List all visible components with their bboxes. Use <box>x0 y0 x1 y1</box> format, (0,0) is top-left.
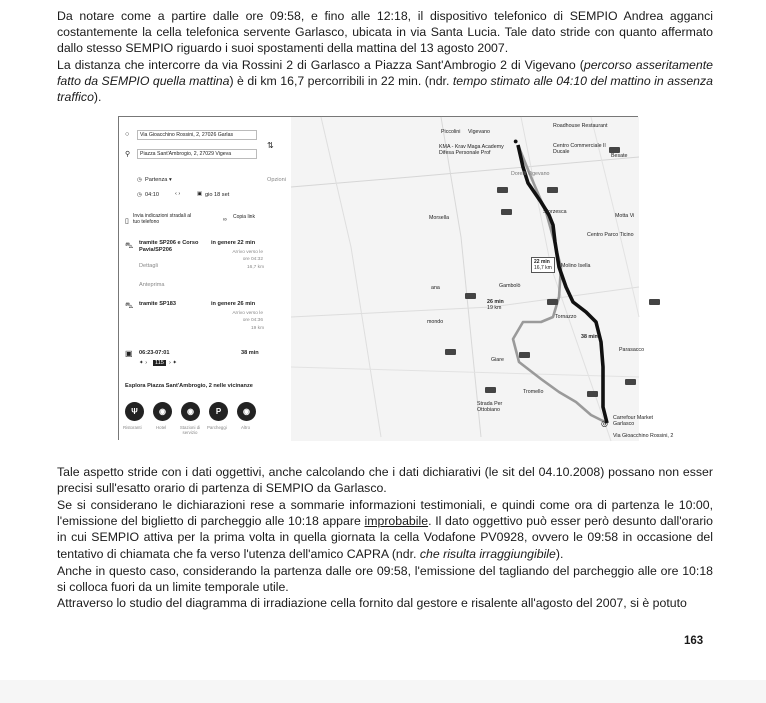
car-icon: ⛍ <box>125 241 134 250</box>
paragraph-5: Anche in questo caso, considerando la partenza dalle ore 09:58, l'emissione del tagliando del parcheggio alle ore 10:18 si colloca fuori da un limite temporale utile. <box>57 564 713 595</box>
road-shield <box>465 293 476 299</box>
route2-arrival: Arrivo verso le ore 04:36 <box>232 311 263 323</box>
arrows-icon: ‹ › <box>175 191 181 197</box>
swap-icon: ⇅ <box>267 141 274 150</box>
para2-text-e: ). <box>93 90 102 105</box>
phone-icon: ▯ <box>125 218 129 225</box>
road-shield <box>497 187 508 193</box>
nearby-label-2: Stazioni di servizio <box>179 425 201 435</box>
paragraph-3: Tale aspetto stride con i dati oggettivi, anche calcolando che i dati dichiarativi (le sit del 04.10.2008) possano non esser precisi sull'esatto orario di partenza di SEMPIO da Garlasco. <box>57 465 713 496</box>
explore-nearby: Esplora Piazza Sant'Ambrogio, 2 nelle vicinanze <box>125 383 253 389</box>
nearby-label-3: Parcheggi <box>207 425 227 430</box>
para2-italic-d: tempo stimato alle 04:10 del mattino in assenza traffico <box>57 74 714 105</box>
destination-pin-icon-map: ● <box>513 136 519 146</box>
fork-knife-icon: Ψ <box>125 402 144 421</box>
map-label-motta: Motta Vi <box>615 213 635 219</box>
route2-distance: 19 km <box>251 326 265 331</box>
road-shield <box>519 352 530 358</box>
origin-field: Via Gioacchino Rossini, 2, 27026 Garlas <box>137 130 257 140</box>
route1-time: in genere 22 min <box>211 240 256 246</box>
departure-select: Partenza ▾ <box>145 177 172 183</box>
map-label-centro-commerciale: Centro Commerciale Il Ducale <box>553 143 606 155</box>
para2-italic-b: percorso asseritamente fatto da SEMPIO quella mattina <box>57 58 713 89</box>
road-shield <box>587 391 598 397</box>
paragraph-2 <box>57 57 713 106</box>
bed-icon: ◉ <box>153 402 172 421</box>
map-label-sforzesca: Sforzesca <box>543 209 567 215</box>
time-field: 04:10 <box>145 192 159 198</box>
walk-icon-2: › ✦ <box>169 360 178 366</box>
origin-circle-icon: ○ <box>125 131 130 138</box>
map-label-parasacco: Parasacco <box>619 347 645 353</box>
paragraph-4 <box>57 497 713 562</box>
map-label-piccolini: Piccolini <box>441 129 461 135</box>
map-label-kma: KMA - Krav Maga Academy Difesa Personale Prof <box>439 144 504 156</box>
map-label-parco-ticino: Centro Parco Ticino <box>587 232 634 238</box>
road-shield <box>445 349 456 355</box>
map-label-rossini: Via Gioacchino Rossini, 2 <box>613 433 674 439</box>
date-field: gio 18 set <box>205 192 230 198</box>
calendar-icon: ▣ <box>197 191 203 197</box>
route1-distance: 16,7 km <box>247 265 265 270</box>
destination-pin-icon: ⚲ <box>125 151 131 158</box>
map-label-strada-ottobiano: Strada Per Ottobiano <box>477 401 503 413</box>
road-shield <box>501 209 512 215</box>
car-icon-2: ⛍ <box>125 301 134 310</box>
road-shield <box>547 187 558 193</box>
map-label-tornazzo: Tornazzo <box>555 314 577 320</box>
para2-text-a: La distanza che intercorre da via Rossini 2 di Garlasco a Piazza Sant'Ambrogio 2 di Vigevano ( <box>57 58 584 72</box>
route1-badge <box>531 257 555 273</box>
route3-duration: 38 min <box>241 350 259 356</box>
link-icon: ∞ <box>223 217 227 223</box>
map-label-carrefour: Carrefour Market Garlasco <box>613 415 654 427</box>
map-label-molino: Molino Isella <box>561 263 591 269</box>
paragraph-1: Da notare come a partire dalle ore 09:58, e fino alle 12:18, il dispositivo telefonico di SEMPIO Andrea agganci costantemente la cella telefonica servente Garlasco, ubicata in via Santa Lucia. Tale dato stride con quanto affermato dallo stesso SEMPIO riguardo i suoi spostamenti della mattina del 13 agosto 2007. <box>57 9 713 56</box>
para4-underline-b: improbabile <box>364 514 429 529</box>
fuel-icon: ◉ <box>181 402 200 421</box>
map-label-gambolo: Gambolò <box>499 283 521 289</box>
map-label-dorelli: Dorelli Vigevano <box>511 171 550 177</box>
para4-italic-d: che risulta irraggiungibile <box>419 546 556 561</box>
route3-time: 06:23-07:01 <box>139 350 170 356</box>
page-footer-band <box>0 680 766 703</box>
details-link: Dettagli <box>139 263 158 269</box>
send-to-phone: Invia indicazioni stradali al tuo telefono <box>133 213 192 225</box>
page-number: 163 <box>684 635 704 647</box>
nearby-label-4: Altro <box>241 425 251 430</box>
bus-line-code: 115 <box>155 360 164 366</box>
preview-link: Anteprima <box>139 282 165 288</box>
route2-time: in genere 26 min <box>211 301 256 307</box>
nearby-label-0: Ristoranti <box>123 425 142 430</box>
route2-name: tramite SP183 <box>139 301 177 307</box>
map-label-tromello: Tromello <box>523 389 544 395</box>
route1-arrival: Arrivo verso le ore 04:32 <box>232 250 263 262</box>
road-shield <box>547 299 558 305</box>
more-icon: ◉ <box>237 402 256 421</box>
nearby-label-1: Hotel <box>156 425 167 430</box>
road-shield <box>649 299 660 305</box>
route1-badge-km: 16,7 km <box>534 265 552 271</box>
walk-icon: ✦ › <box>139 360 148 366</box>
directions-panel <box>119 117 291 441</box>
parking-icon: P <box>209 402 228 421</box>
para4-text-e: ). <box>555 546 564 561</box>
transit-icon: ▣ <box>125 349 133 358</box>
map-label-morsella: Morsella <box>429 215 450 221</box>
map-label-besate: Besate <box>611 153 628 159</box>
para2-text-c: ) è di km 16,7 percorribili in 22 min. (ndr. <box>229 74 453 89</box>
map-label-vigevano: Vigevano <box>468 129 490 135</box>
road-shield <box>625 379 636 385</box>
road-shield <box>485 387 496 393</box>
para4-text-c: . Il dato oggettivo può esser però desunto dall'orario in cui SEMPIO attiva per la prima volta in quella giornata la cella Vodafone PV0928, ovvero le 09:58 in occasione del tentativo di chiamata che fa verso l'utenza dell'amico CAPRA (ndr. <box>57 514 713 561</box>
route2-badge-km: 19 km <box>487 305 502 311</box>
destination-field: Piazza Sant'Ambrogio, 2, 27029 Vigeva <box>137 149 257 159</box>
route2-badge-time: 26 min <box>487 299 504 305</box>
clock-icon: ◷ <box>137 177 142 183</box>
route3-badge: 38 min <box>581 334 598 340</box>
paragraph-6: Attraverso lo studio del diagramma di irradiazione cella fornito dal gestore e risalente all'agosto del 2007, si è potuto <box>57 596 687 610</box>
map-label-roadhouse: Roadhouse Restaurant <box>553 123 608 129</box>
road-shield <box>609 147 620 153</box>
map-label-mondo: mondo <box>427 319 444 325</box>
copy-link: Copia link <box>233 214 255 220</box>
map-label-ana: ana <box>431 285 440 291</box>
route2-badge <box>487 299 504 311</box>
options-link: Opzioni <box>267 177 286 183</box>
map-screenshot <box>118 116 674 440</box>
para4-text-a: Se si considerano le dichiarazioni rese a sommarie informazioni testimoniali, e quindi come ora di partenza le 10:00, l'emissione del biglietto di parcheggio alle 10:18 appare <box>57 498 713 529</box>
map-canvas <box>291 117 674 441</box>
clock-small-icon: ◷ <box>137 192 142 198</box>
route1-name: tramite SP206 e Corso Pavia/SP206 <box>139 240 199 253</box>
origin-marker-icon: ◎ <box>601 419 608 428</box>
map-label-giare: Giare <box>491 357 504 363</box>
route1-badge-time: 22 min <box>534 259 550 265</box>
